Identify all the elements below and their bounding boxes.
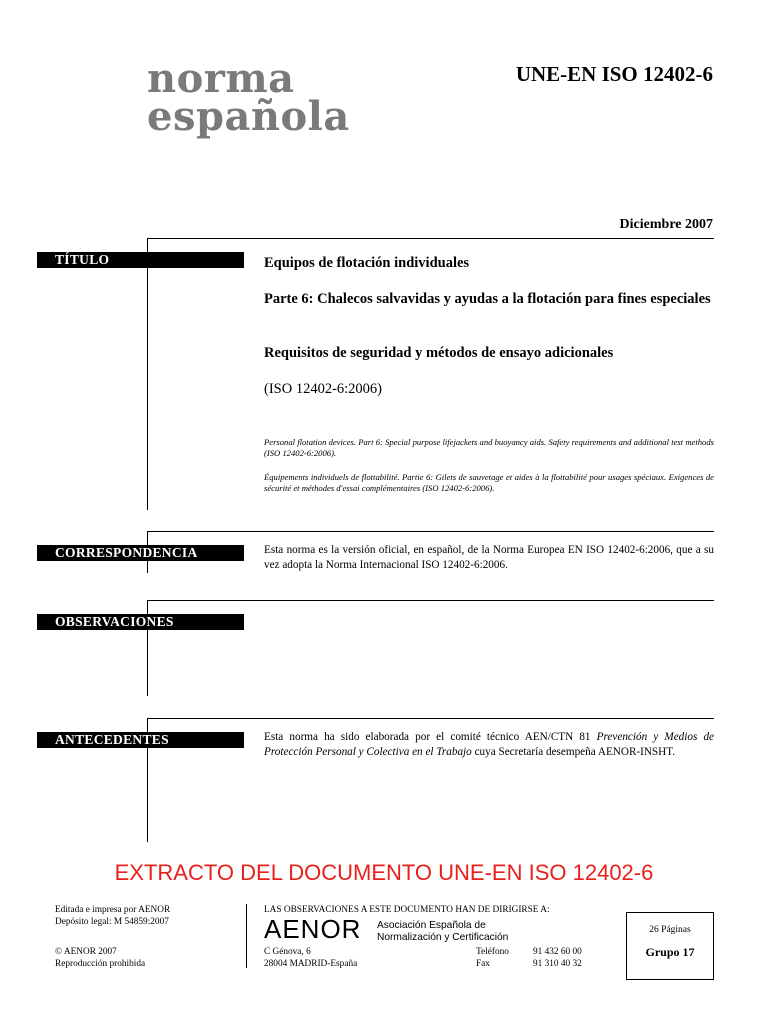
copyright: © AENOR 2007 bbox=[55, 947, 117, 957]
antecedentes-text-start: Esta norma ha sido elaborada por el comité técnico AEN/CTN 81 bbox=[264, 731, 597, 743]
address-city: 28004 MADRID-España bbox=[264, 959, 358, 969]
aenor-association-name bbox=[377, 920, 508, 943]
correspondencia-text: Esta norma es la versión oficial, en español, de la Norma Europea EN ISO 12402-6:2006, que a su vez adopta la Norma Internacional ISO 12402-6:2006. bbox=[264, 544, 714, 571]
observations-heading: LAS OBSERVACIONES A ESTE DOCUMENTO HAN DE DIRIGIRSE A: bbox=[264, 905, 550, 915]
title-iso-reference: (ISO 12402-6:2006) bbox=[264, 381, 383, 397]
titulo-vertical-rule bbox=[147, 238, 148, 510]
title-spanish: Equipos de flotación individuales bbox=[264, 255, 470, 271]
correspondencia-top-rule bbox=[147, 531, 714, 532]
title-french: Équipements individuels de flottabilité. Partie 6: Gilets de sauvetage et aides à la flottabilité pour usages spéciaux. Exigences de sécurité et méthodes d'essai complémentaires (ISO 12402-6:2006). bbox=[264, 472, 714, 493]
norma-word: norma bbox=[147, 55, 295, 102]
espanola-word: española bbox=[147, 93, 350, 140]
footer-divider bbox=[246, 904, 247, 968]
observaciones-top-rule bbox=[147, 600, 714, 601]
antecedentes-top-rule bbox=[147, 718, 714, 719]
address-street: C Génova, 6 bbox=[264, 947, 311, 957]
title-requirements: Requisitos de seguridad y métodos de ensayo adicionales bbox=[264, 345, 614, 361]
assoc-line-2: Normalización y Certificación bbox=[377, 931, 509, 943]
phone-number: 91 432 60 00 bbox=[533, 947, 582, 957]
publication-date: Diciembre 2007 bbox=[619, 217, 713, 232]
edited-by: Editada e impresa por AENOR bbox=[55, 905, 171, 915]
title-english: Personal flotation devices. Part 6: Special purpose lifejackets and buoyancy aids. Safety requirements and additional test methods (ISO 12402-6:2006). bbox=[264, 437, 714, 458]
fax-number: 91 310 40 32 bbox=[533, 959, 582, 969]
standard-code: UNE-EN ISO 12402-6 bbox=[515, 62, 713, 86]
title-part: Parte 6: Chalecos salvavidas y ayudas a la flotación para fines especiales bbox=[264, 291, 711, 307]
assoc-line-1: Asociación Española de bbox=[377, 920, 486, 931]
antecedentes-label: ANTECEDENTES bbox=[37, 732, 244, 748]
committee-name: Prevención y Medios de Protección Personal y Colectiva en el Trabajo bbox=[264, 731, 715, 758]
titulo-top-rule bbox=[147, 238, 714, 239]
titulo-label: TÍTULO bbox=[37, 252, 244, 268]
aenor-logo: AENOR bbox=[264, 914, 362, 944]
reproduction-notice: Reproducción prohibida bbox=[55, 959, 146, 969]
extract-watermark: EXTRACTO DEL DOCUMENTO UNE-EN ISO 12402-6 bbox=[114, 860, 654, 885]
observaciones-label: OBSERVACIONES bbox=[37, 614, 244, 630]
phone-label: Teléfono bbox=[476, 947, 509, 957]
page-count: 26 Páginas bbox=[649, 925, 691, 935]
fax-label: Fax bbox=[476, 959, 490, 969]
legal-deposit: Depósito legal: M 54859:2007 bbox=[55, 917, 169, 927]
antecedentes-text-end: cuya Secretaría desempeña AENOR-INSHT. bbox=[471, 746, 676, 758]
antecedentes-text bbox=[264, 730, 714, 760]
correspondencia-label: CORRESPONDENCIA bbox=[37, 545, 244, 561]
price-group: Grupo 17 bbox=[645, 945, 695, 959]
norma-espanola-heading bbox=[147, 55, 350, 140]
